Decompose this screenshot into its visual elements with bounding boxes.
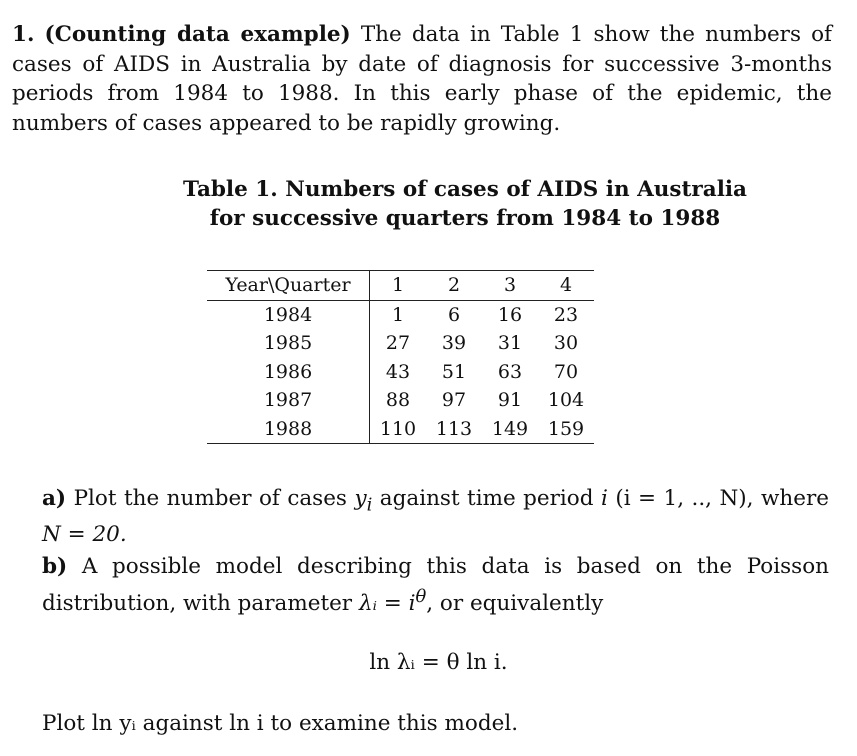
value-cell: 23: [553, 303, 579, 326]
question-title: (Counting data example): [44, 22, 351, 47]
year-cell: 1985: [207, 329, 370, 358]
value-cell: 63: [497, 360, 523, 383]
value-cell: 30: [553, 332, 579, 355]
value-cell: 1: [391, 303, 405, 326]
value-cell: 110: [370, 415, 427, 444]
final-instruction: Plot ln yᵢ against ln i to examine this model.: [42, 711, 519, 736]
value-cell: 43: [385, 360, 411, 383]
part-b-text-2: , or equivalently: [426, 590, 604, 616]
var-i: i: [600, 486, 608, 511]
year-cell: 1987: [207, 386, 370, 415]
part-a-text-2: against time period: [379, 486, 594, 511]
question-number: 1.: [12, 22, 35, 47]
log-equation: ln λᵢ = θ ln i.: [369, 650, 508, 675]
value-cell: 91: [497, 389, 523, 412]
part-b-label: b): [42, 554, 68, 579]
quarter-header: 4: [538, 271, 594, 301]
param: λᵢ = i: [358, 590, 416, 616]
table-row: [207, 300, 594, 329]
value-cell: 149: [482, 415, 538, 444]
var-y: y: [354, 486, 367, 511]
year-cell: 1984: [207, 300, 370, 329]
part-a-text-1: Plot the number of cases: [73, 486, 347, 511]
part-a-range: (i = 1, .., N),: [615, 486, 754, 511]
table-row: [207, 415, 594, 444]
quarter-header: 1: [370, 271, 427, 301]
year-cell: 1986: [207, 358, 370, 387]
value-cell: 51: [441, 360, 467, 383]
question-intro: [12, 20, 832, 138]
quarter-header: 3: [482, 271, 538, 301]
table-row: [207, 329, 594, 358]
table-row: [207, 386, 594, 415]
table-row: [207, 358, 594, 387]
value-cell: 16: [497, 303, 523, 326]
value-cell: 6: [447, 303, 461, 326]
table-caption-line-1: Table 1. Numbers of cases of AIDS in Australia: [183, 177, 747, 202]
part-a-label: a): [42, 486, 67, 511]
value-cell: 27: [385, 332, 411, 355]
value-cell: 31: [497, 332, 523, 355]
aids-cases-table: [207, 270, 594, 444]
year-cell: 1988: [207, 415, 370, 444]
part-b-text-1: A possible model describing this data is based on the Poisson distribution, with parameter: [42, 554, 829, 616]
table-caption: [0, 175, 857, 233]
value-cell: 104: [547, 389, 585, 412]
theta-sup: θ: [415, 585, 427, 607]
sub-i: i: [366, 494, 373, 516]
value-cell: 159: [538, 415, 594, 444]
quarter-header: 2: [426, 271, 482, 301]
value-cell: 113: [426, 415, 482, 444]
corner-header: Year\Quarter: [207, 271, 370, 301]
part-a: [42, 484, 829, 549]
part-a-text-3: where: [760, 486, 829, 511]
table-header-row: [207, 271, 594, 301]
value-cell: 70: [553, 360, 579, 383]
value-cell: 88: [385, 389, 411, 412]
value-cell: 39: [441, 332, 467, 355]
question-intro-text: The data in Table 1 show the numbers of cases of AIDS in Australia by date of diagnosis for successive 3-months periods from 1984 to 1988. In this early phase of the epidemic, the numbers of cases appeared to be rapidly growing.: [12, 22, 832, 136]
value-cell: 97: [441, 389, 467, 412]
part-b: [42, 552, 829, 618]
n-equals: N = 20.: [42, 521, 127, 547]
table-caption-line-2: for successive quarters from 1984 to 1988: [209, 206, 721, 231]
